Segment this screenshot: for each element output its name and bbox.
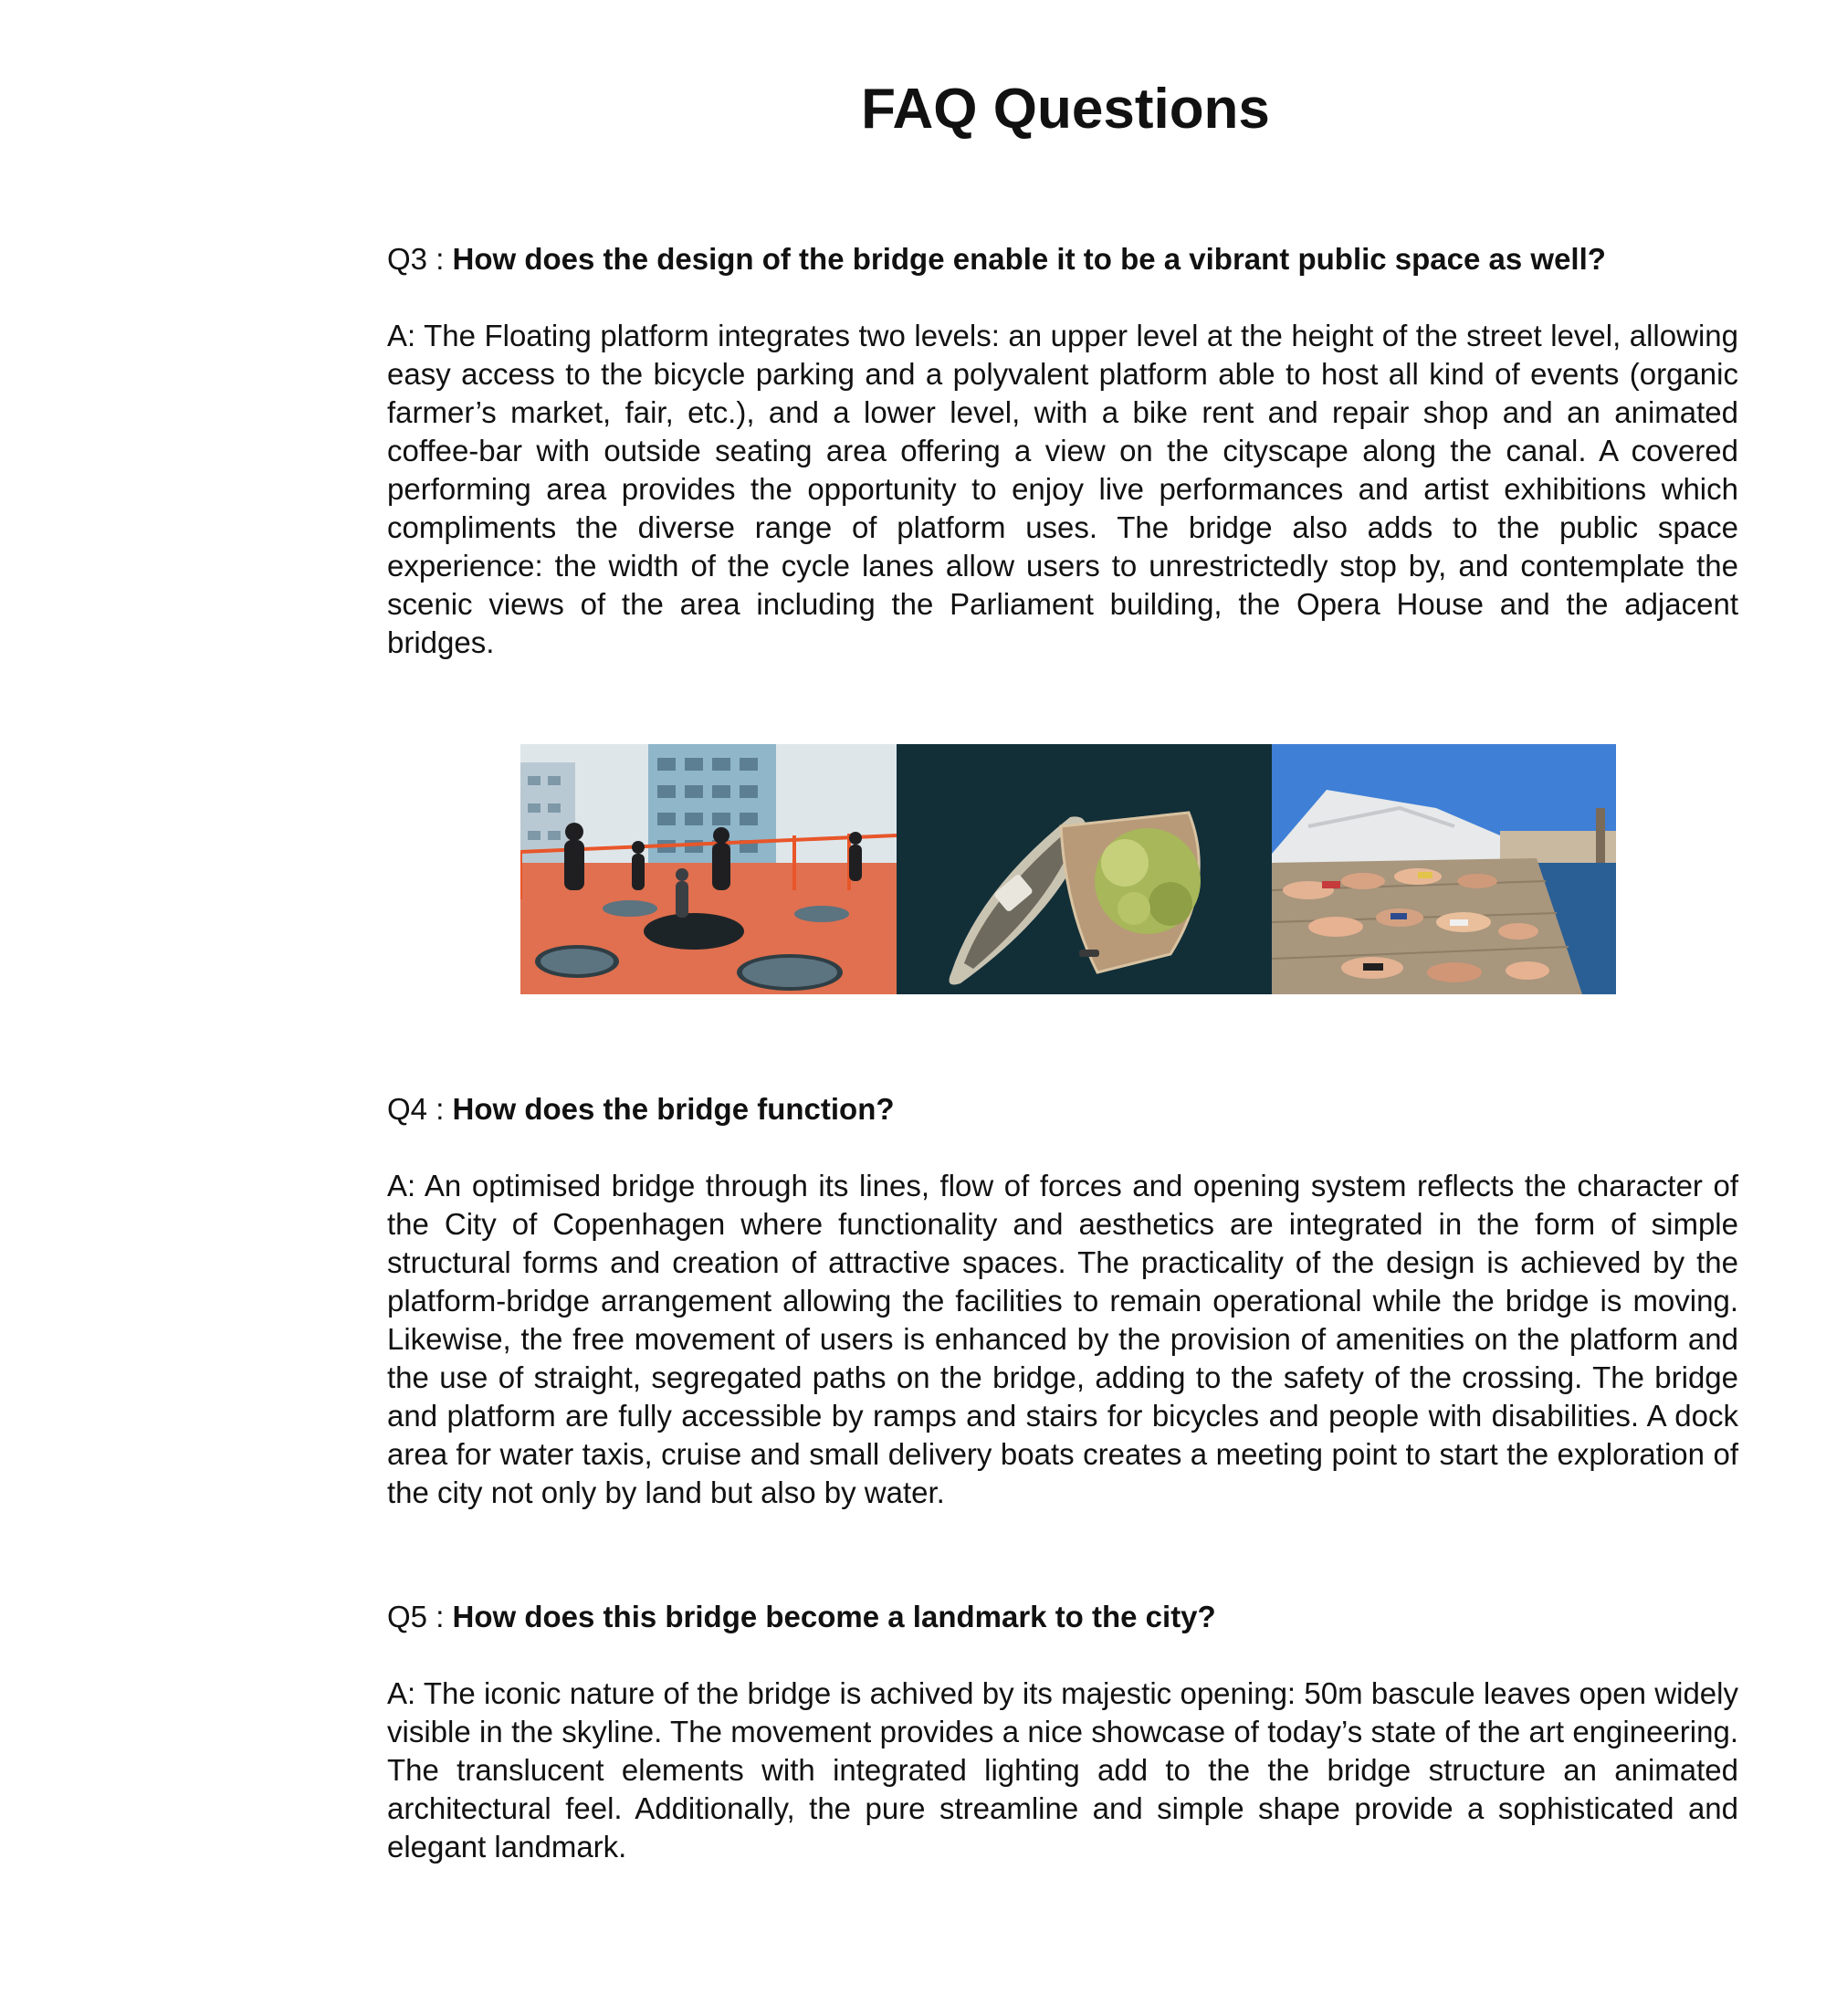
faq-question [387,240,1738,278]
photo-strip [520,744,1616,994]
photo-rooftop-trampolines [520,744,897,994]
faq-item-q5 [387,1598,1738,1866]
photo-harbour-bath-sunbathers [1272,744,1616,994]
photo-floating-park-aerial [897,744,1272,994]
faq-answer: A: The iconic nature of the bridge is achived by its majestic opening: 50m bascule leaves open widely visible in the skyline. The movement provides a nice showcase of today’s state of the art engineering. The translucent elements with integrated lighting add to the the bridge structure an animated architectural feel. Additionally, the pure streamline and simple shape provide a sophisticated and elegant landmark. [387,1676,1738,1864]
question-text: How does this bridge become a landmark to the city? [452,1600,1216,1633]
faq-item-q4 [387,1090,1738,1512]
question-text: How does the bridge function? [452,1092,895,1126]
faq-answer: A: An optimised bridge through its lines, flow of forces and opening system reflects the character of the City of Copenhagen where functionality and aesthetics are integrated in the form of simple structural forms and creation of attractive spaces. The practicality of the design is achieved by the platform-bridge arrangement allowing the facilities to remain operational while the bridge is moving. Likewise, the free movement of users is enhanced by the provision of amenities on the platform and the use of straight, segregated paths on the bridge, adding to the safety of the crossing. The bridge and platform are fully accessible by ramps and stairs for bicycles and people with disabilities. A dock area for water taxis, cruise and small delivery boats creates a meeting point to start the exploration of the city not only by land but also by water. [387,1169,1738,1509]
question-text: How does the design of the bridge enable it to be a vibrant public space as well? [452,242,1606,276]
page-title: FAQ Questions [861,78,1270,141]
question-number: Q5 : [387,1600,445,1633]
faq-question [387,1090,1738,1129]
faq-item-q3 [387,240,1738,662]
question-number: Q4 : [387,1092,445,1126]
faq-answer: A: The Floating platform integrates two levels: an upper level at the height of the street level, allowing easy access to the bicycle parking and a polyvalent platform able to host all kind of events (organic farmer’s market, fair, etc.), and a lower level, with a bike rent and repair shop and an animated coffee-bar with outside seating area offering a view on the cityscape along the canal. A covered performing area provides the opportunity to enjoy live performances and artist exhibitions which compliments the diverse range of platform uses. The bridge also adds to the public space experience: the width of the cycle lanes allow users to unrestrictedly stop by, and contemplate the scenic views of the area including the Parliament building, the Opera House and the adjacent bridges. [387,319,1738,659]
faq-question [387,1598,1738,1636]
question-number: Q3 : [387,242,445,276]
